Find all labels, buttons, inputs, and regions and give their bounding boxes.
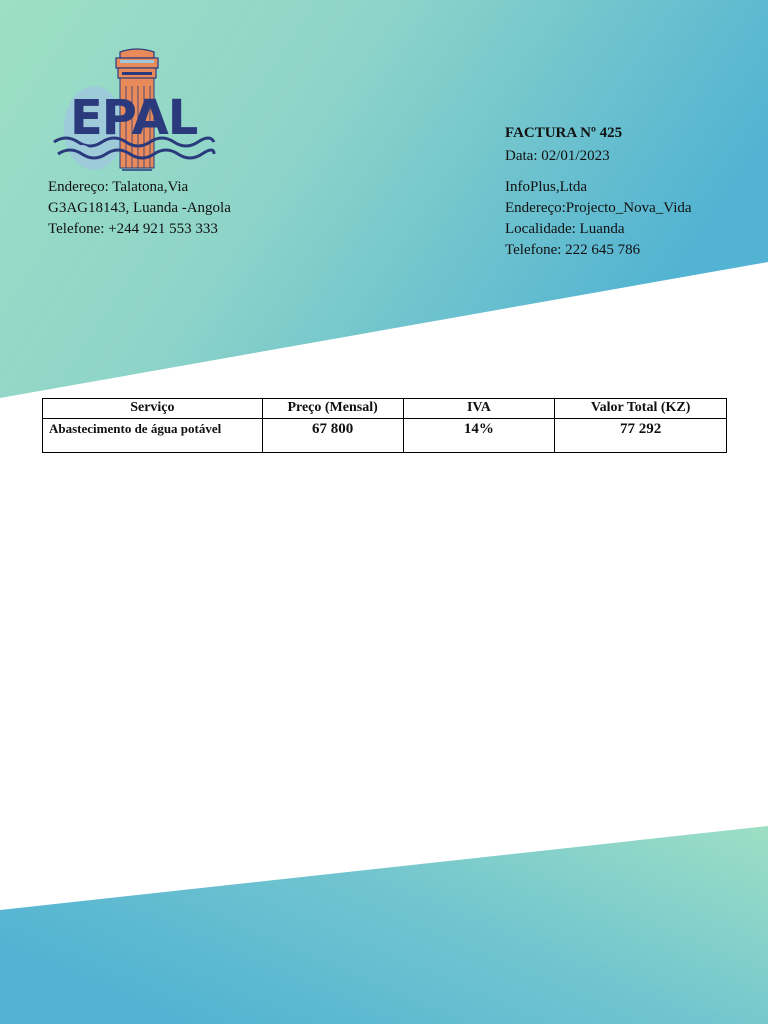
sender-phone: Telefone: +244 921 553 333	[48, 221, 218, 237]
header-price: Preço (Mensal)	[262, 399, 403, 419]
cell-price: 67 800	[262, 419, 403, 453]
client-name: InfoPlus,Ltda	[505, 179, 588, 195]
svg-text:EPAL: EPAL	[70, 90, 198, 146]
invoice-table	[42, 398, 727, 453]
cell-total: 77 292	[555, 419, 727, 453]
header-service: Serviço	[43, 399, 263, 419]
header-total: Valor Total (KZ)	[555, 399, 727, 419]
epal-logo	[52, 46, 218, 172]
table-row	[43, 419, 727, 453]
invoice-date: Data: 02/01/2023	[505, 148, 610, 164]
invoice-title: FACTURA Nº 425	[505, 125, 623, 141]
cell-service: Abastecimento de água potável	[43, 419, 263, 453]
header-iva: IVA	[403, 399, 555, 419]
bottom-banner	[0, 826, 768, 1024]
sender-address-line: Endereço: Talatona,Via	[48, 179, 189, 195]
client-locality: Localidade: Luanda	[505, 221, 625, 237]
sender-address	[48, 177, 231, 240]
client-address: Endereço:Projecto_Nova_Vida	[505, 200, 692, 216]
sender-address-line: G3AG18143, Luanda -Angola	[48, 200, 231, 216]
table-header-row	[43, 399, 727, 419]
client-details	[505, 177, 692, 261]
cell-iva: 14%	[403, 419, 555, 453]
client-phone: Telefone: 222 645 786	[505, 242, 641, 258]
